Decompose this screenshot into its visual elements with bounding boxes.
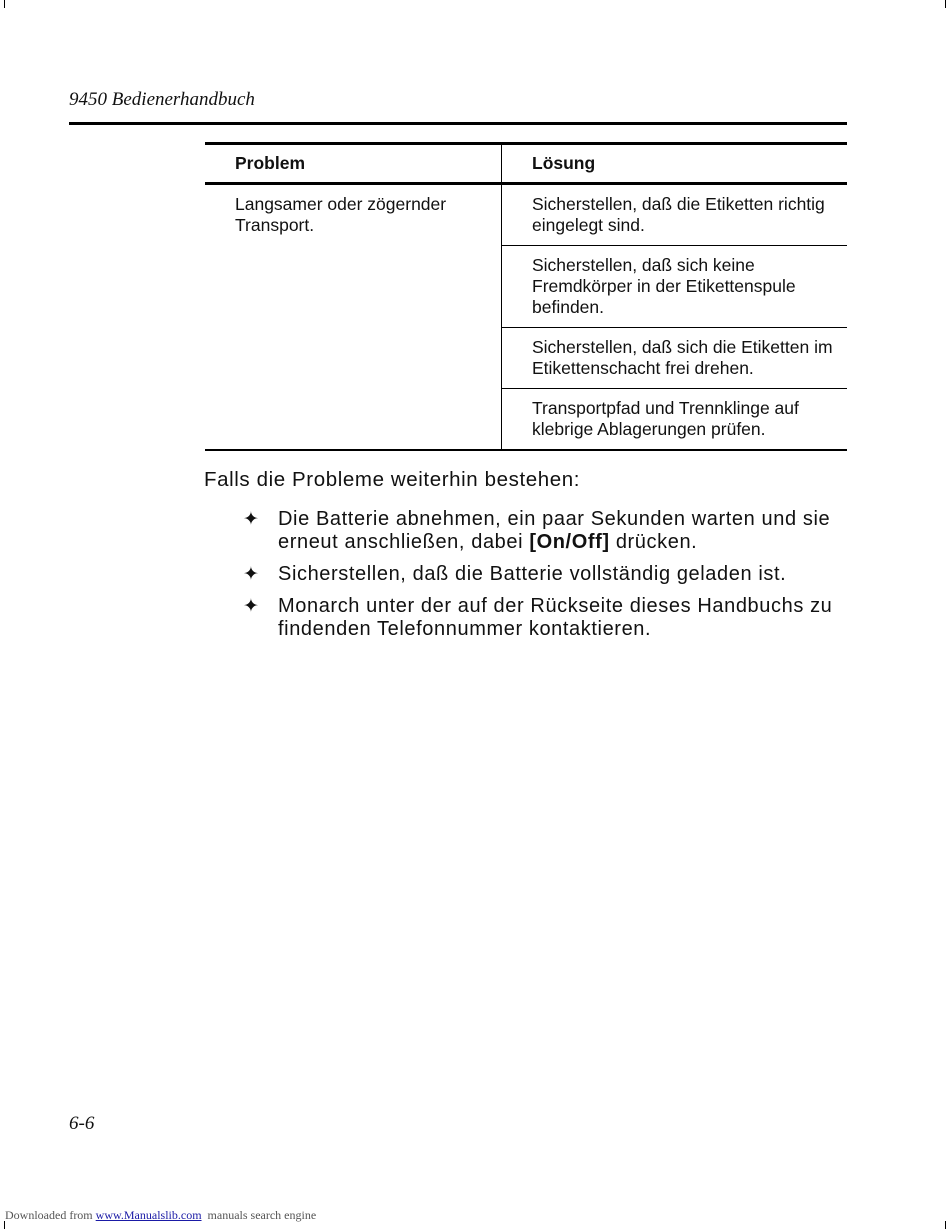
bullet-list <box>240 508 850 650</box>
bullet-text: Sicherstellen, daß die Batterie vollständig geladen ist. <box>278 563 787 585</box>
table-row <box>205 184 847 246</box>
column-header-solution: Lösung <box>502 144 848 184</box>
solution-cell: Sicherstellen, daß sich keine Fremdkörper in der Etikettenspule befinden. <box>502 246 848 328</box>
bullet-text: Die Batterie abnehmen, ein paar Sekunden warten und sie erneut anschließen, dabei <box>278 508 831 553</box>
header-rule <box>69 122 847 125</box>
manualslib-link[interactable]: www.Manualslib.com <box>95 1208 202 1222</box>
list-item <box>240 508 850 554</box>
troubleshooting-table <box>205 142 847 451</box>
table-header-row <box>205 144 847 184</box>
list-item <box>240 595 850 641</box>
footer-prefix: Downloaded from <box>5 1208 96 1222</box>
solution-cell: Sicherstellen, daß die Etiketten richtig eingelegt sind. <box>502 184 848 246</box>
four-point-star-bullet-icon: ✦ <box>243 564 260 585</box>
running-head: 9450 Bedienerhandbuch <box>69 89 255 110</box>
intro-paragraph: Falls die Probleme weiterhin bestehen: <box>204 468 581 491</box>
four-point-star-bullet-icon: ✦ <box>243 596 260 617</box>
list-item <box>240 563 850 586</box>
footer-suffix: manuals search engine <box>201 1208 317 1222</box>
problem-cell: Langsamer oder zögernder Transport. <box>205 184 502 451</box>
four-point-star-bullet-icon: ✦ <box>243 509 260 530</box>
download-footer <box>5 1208 316 1223</box>
crop-mark <box>945 1221 946 1229</box>
solution-cell: Transportpfad und Trennklinge auf klebrige Ablagerungen prüfen. <box>502 389 848 451</box>
page-number: 6-6 <box>69 1113 95 1134</box>
bullet-text: Monarch unter der auf der Rückseite dieses Handbuchs zu findenden Telefonnummer kontaktieren. <box>278 595 833 640</box>
crop-mark <box>4 0 5 8</box>
on-off-key-label: [On/Off] <box>529 531 610 553</box>
bullet-text: drücken. <box>609 531 698 553</box>
solution-cell: Sicherstellen, daß sich die Etiketten im Etikettenschacht frei drehen. <box>502 328 848 389</box>
column-header-problem: Problem <box>205 144 502 184</box>
crop-mark <box>945 0 946 8</box>
